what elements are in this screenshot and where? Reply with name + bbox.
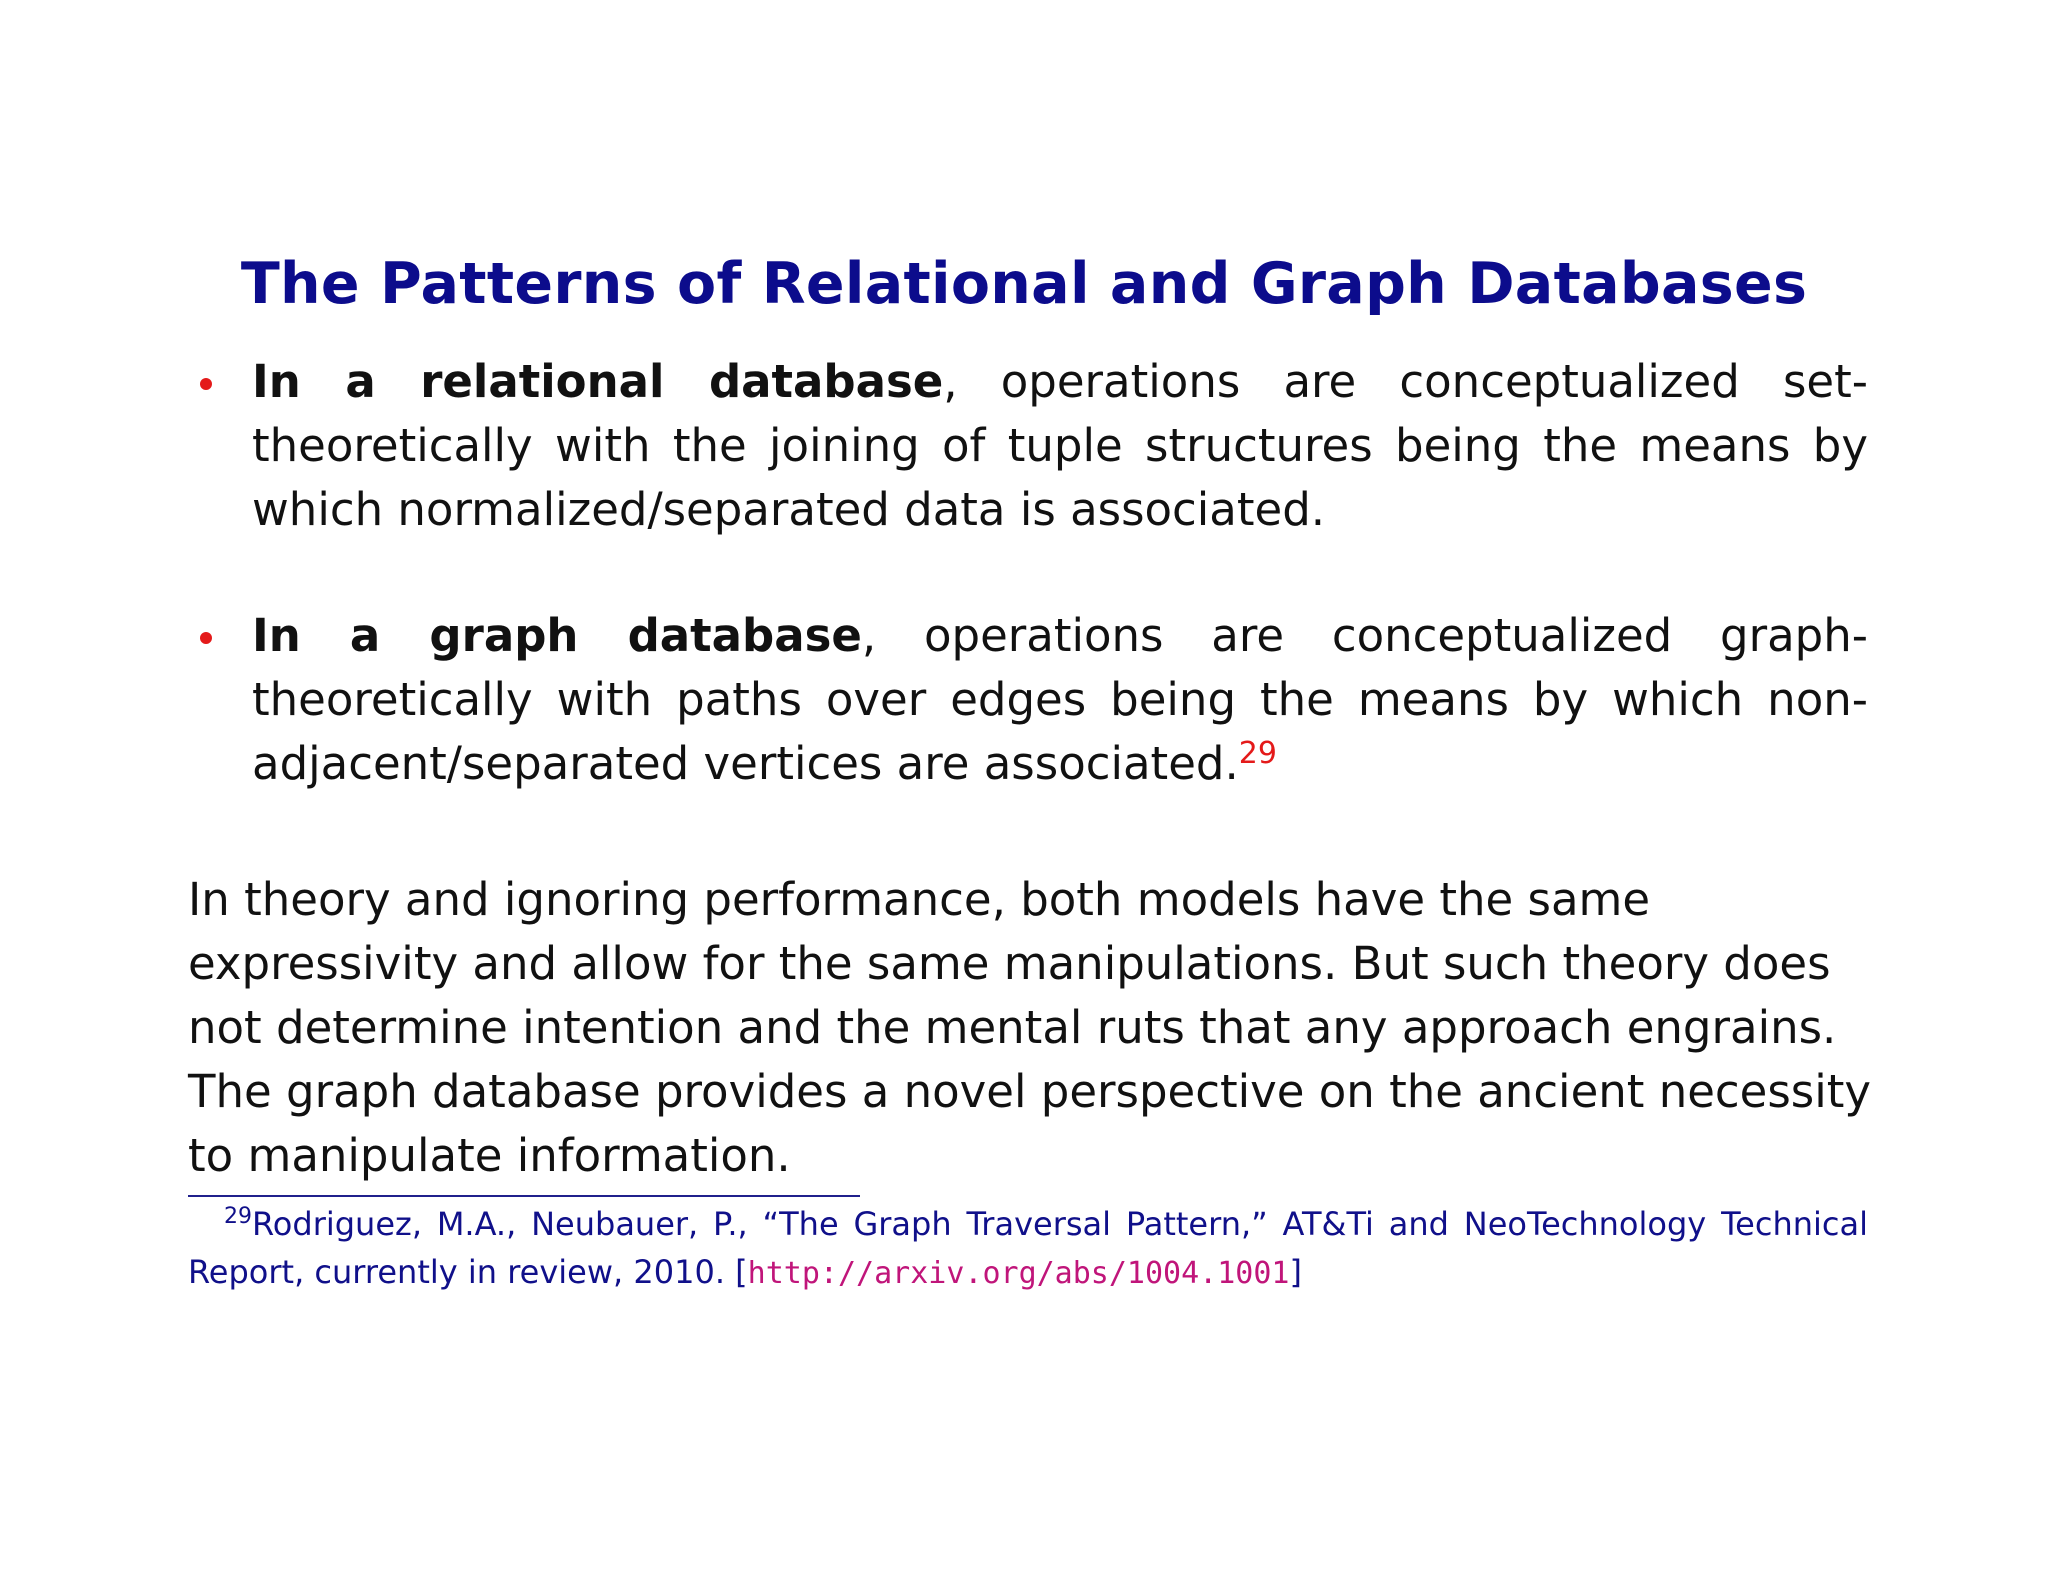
bullet-lead: In a graph database <box>252 609 862 662</box>
footnote-close: ] <box>1289 1253 1302 1291</box>
footnote-text: Rodriguez, M.A., Neubauer, P., “The Graph Traversal Pattern,” AT&Ti and NeoTechnology Technical Report, currently in review, 2010. [ <box>188 1205 1868 1291</box>
footnote-number: 29 <box>224 1204 252 1230</box>
bullet-item <box>188 350 1868 542</box>
footnote-url-link[interactable]: http://arxiv.org/abs/1004.1001 <box>747 1256 1290 1291</box>
body-paragraph: In theory and ignoring performance, both models have the same expressivity and allow for the same manipulations. But such theory does not determine intention and the mental ruts that any approach engrains. The graph database provides a novel perspective on the ancient necessity to manipulate information. <box>188 873 1872 1182</box>
bullet-lead: In a relational database <box>252 355 944 408</box>
bullet-item <box>188 604 1868 796</box>
footnote-rule <box>188 1195 860 1197</box>
footnote <box>188 1200 1868 1298</box>
bullet-text: , operations are conceptualized graph-theoretically with paths over edges being the means by which non-adjacent/separated vertices are associated. <box>252 609 1868 790</box>
bullet-text: , operations are conceptualized set-theoretically with the joining of tuple structures being the means by which normalized/separated data is associated. <box>252 355 1868 536</box>
bullet-dot-icon <box>200 378 212 390</box>
bullet-dot-icon <box>200 632 212 644</box>
bullet-list <box>188 350 1868 858</box>
slide-title: The Patterns of Relational and Graph Databases <box>240 251 1808 317</box>
footnote-ref-link[interactable]: 29 <box>1238 736 1277 771</box>
